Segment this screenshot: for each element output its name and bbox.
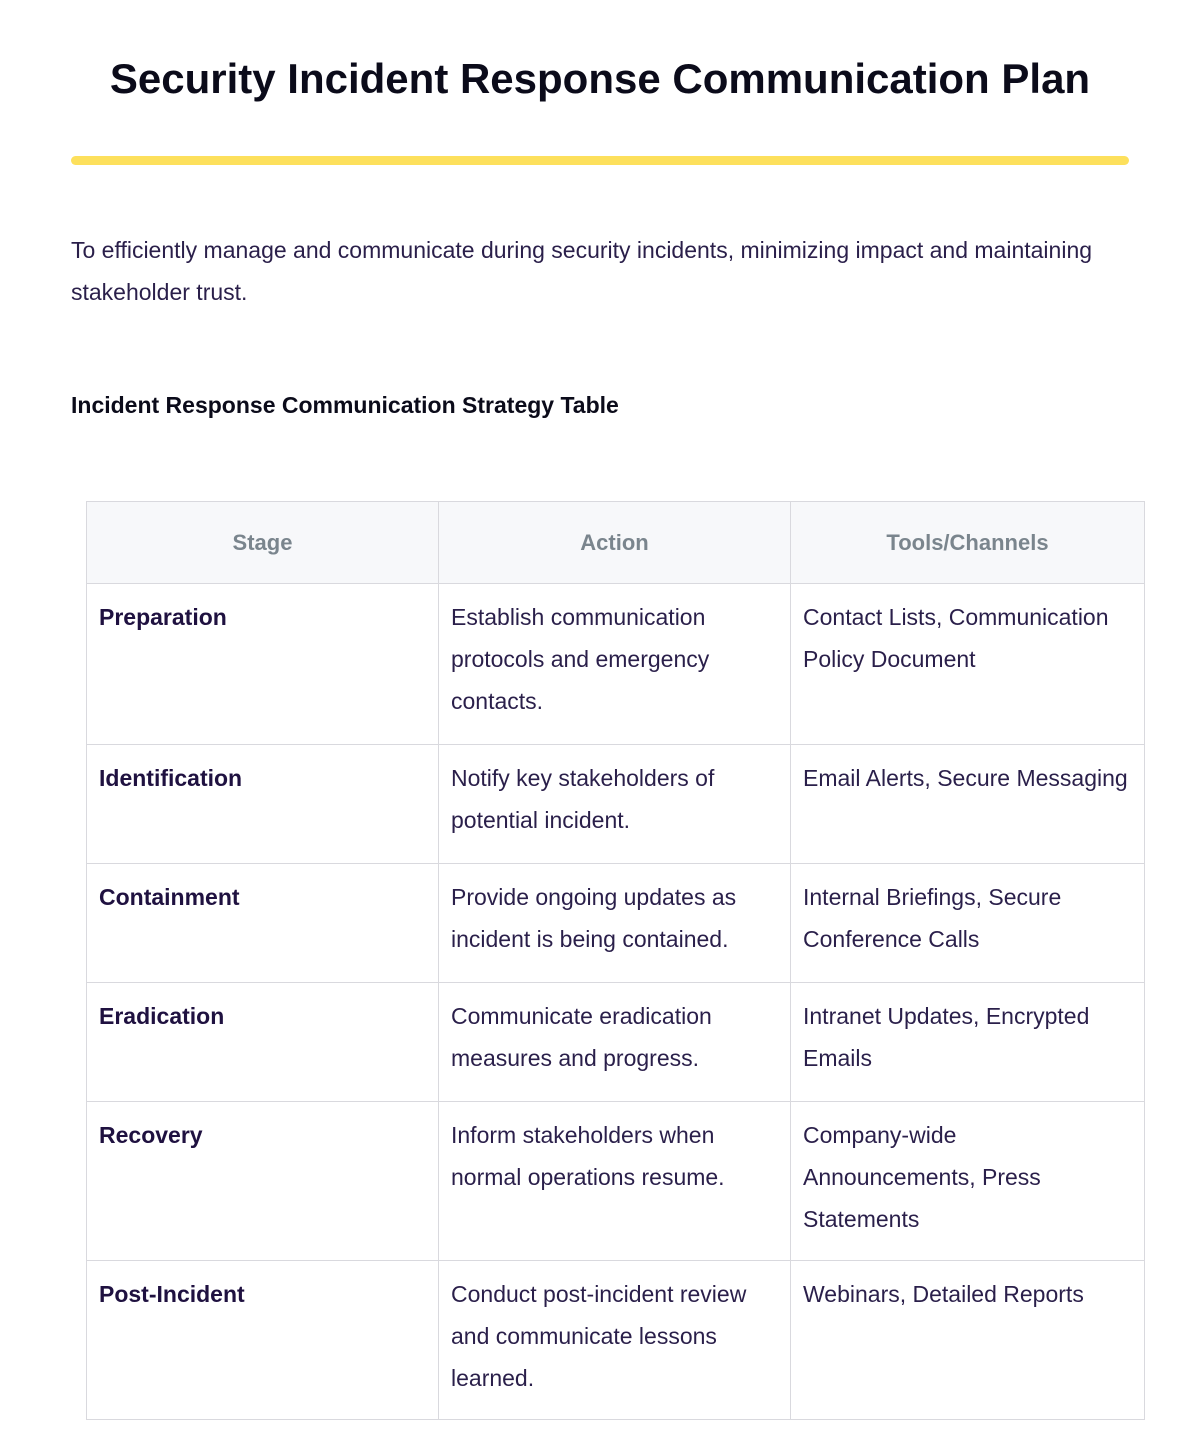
table-row [87, 1261, 1145, 1420]
title-underline-divider [71, 156, 1129, 165]
table-row [87, 983, 1145, 1102]
column-header-tools: Tools/Channels [791, 502, 1145, 584]
column-header-stage: Stage [87, 502, 439, 584]
table-row [87, 584, 1145, 745]
stage-cell: Recovery [87, 1102, 439, 1261]
tools-cell: Email Alerts, Secure Messaging [791, 745, 1145, 864]
strategy-table [86, 501, 1145, 1420]
table-header-row [87, 502, 1145, 584]
table-row [87, 1102, 1145, 1261]
tools-cell: Internal Briefings, Secure Conference Calls [791, 864, 1145, 983]
tools-cell: Intranet Updates, Encrypted Emails [791, 983, 1145, 1102]
table-row [87, 864, 1145, 983]
tools-cell: Company-wide Announcements, Press Statements [791, 1102, 1145, 1261]
page-title: Security Incident Response Communication Plan [109, 55, 1091, 102]
stage-cell: Containment [87, 864, 439, 983]
action-cell: Establish communication protocols and emergency contacts. [439, 584, 791, 745]
intro-paragraph: To efficiently manage and communicate during security incidents, minimizing impact and maintaining stakeholder trust. [71, 237, 1093, 305]
action-cell: Conduct post-incident review and communicate lessons learned. [439, 1261, 791, 1420]
stage-cell: Identification [87, 745, 439, 864]
table-heading: Incident Response Communication Strategy Table [71, 392, 619, 418]
action-cell: Provide ongoing updates as incident is being contained. [439, 864, 791, 983]
column-header-action: Action [439, 502, 791, 584]
action-cell: Communicate eradication measures and progress. [439, 983, 791, 1102]
table-row [87, 745, 1145, 864]
action-cell: Notify key stakeholders of potential incident. [439, 745, 791, 864]
stage-cell: Preparation [87, 584, 439, 745]
tools-cell: Contact Lists, Communication Policy Document [791, 584, 1145, 745]
stage-cell: Eradication [87, 983, 439, 1102]
stage-cell: Post-Incident [87, 1261, 439, 1420]
action-cell: Inform stakeholders when normal operations resume. [439, 1102, 791, 1261]
tools-cell: Webinars, Detailed Reports [791, 1261, 1145, 1420]
